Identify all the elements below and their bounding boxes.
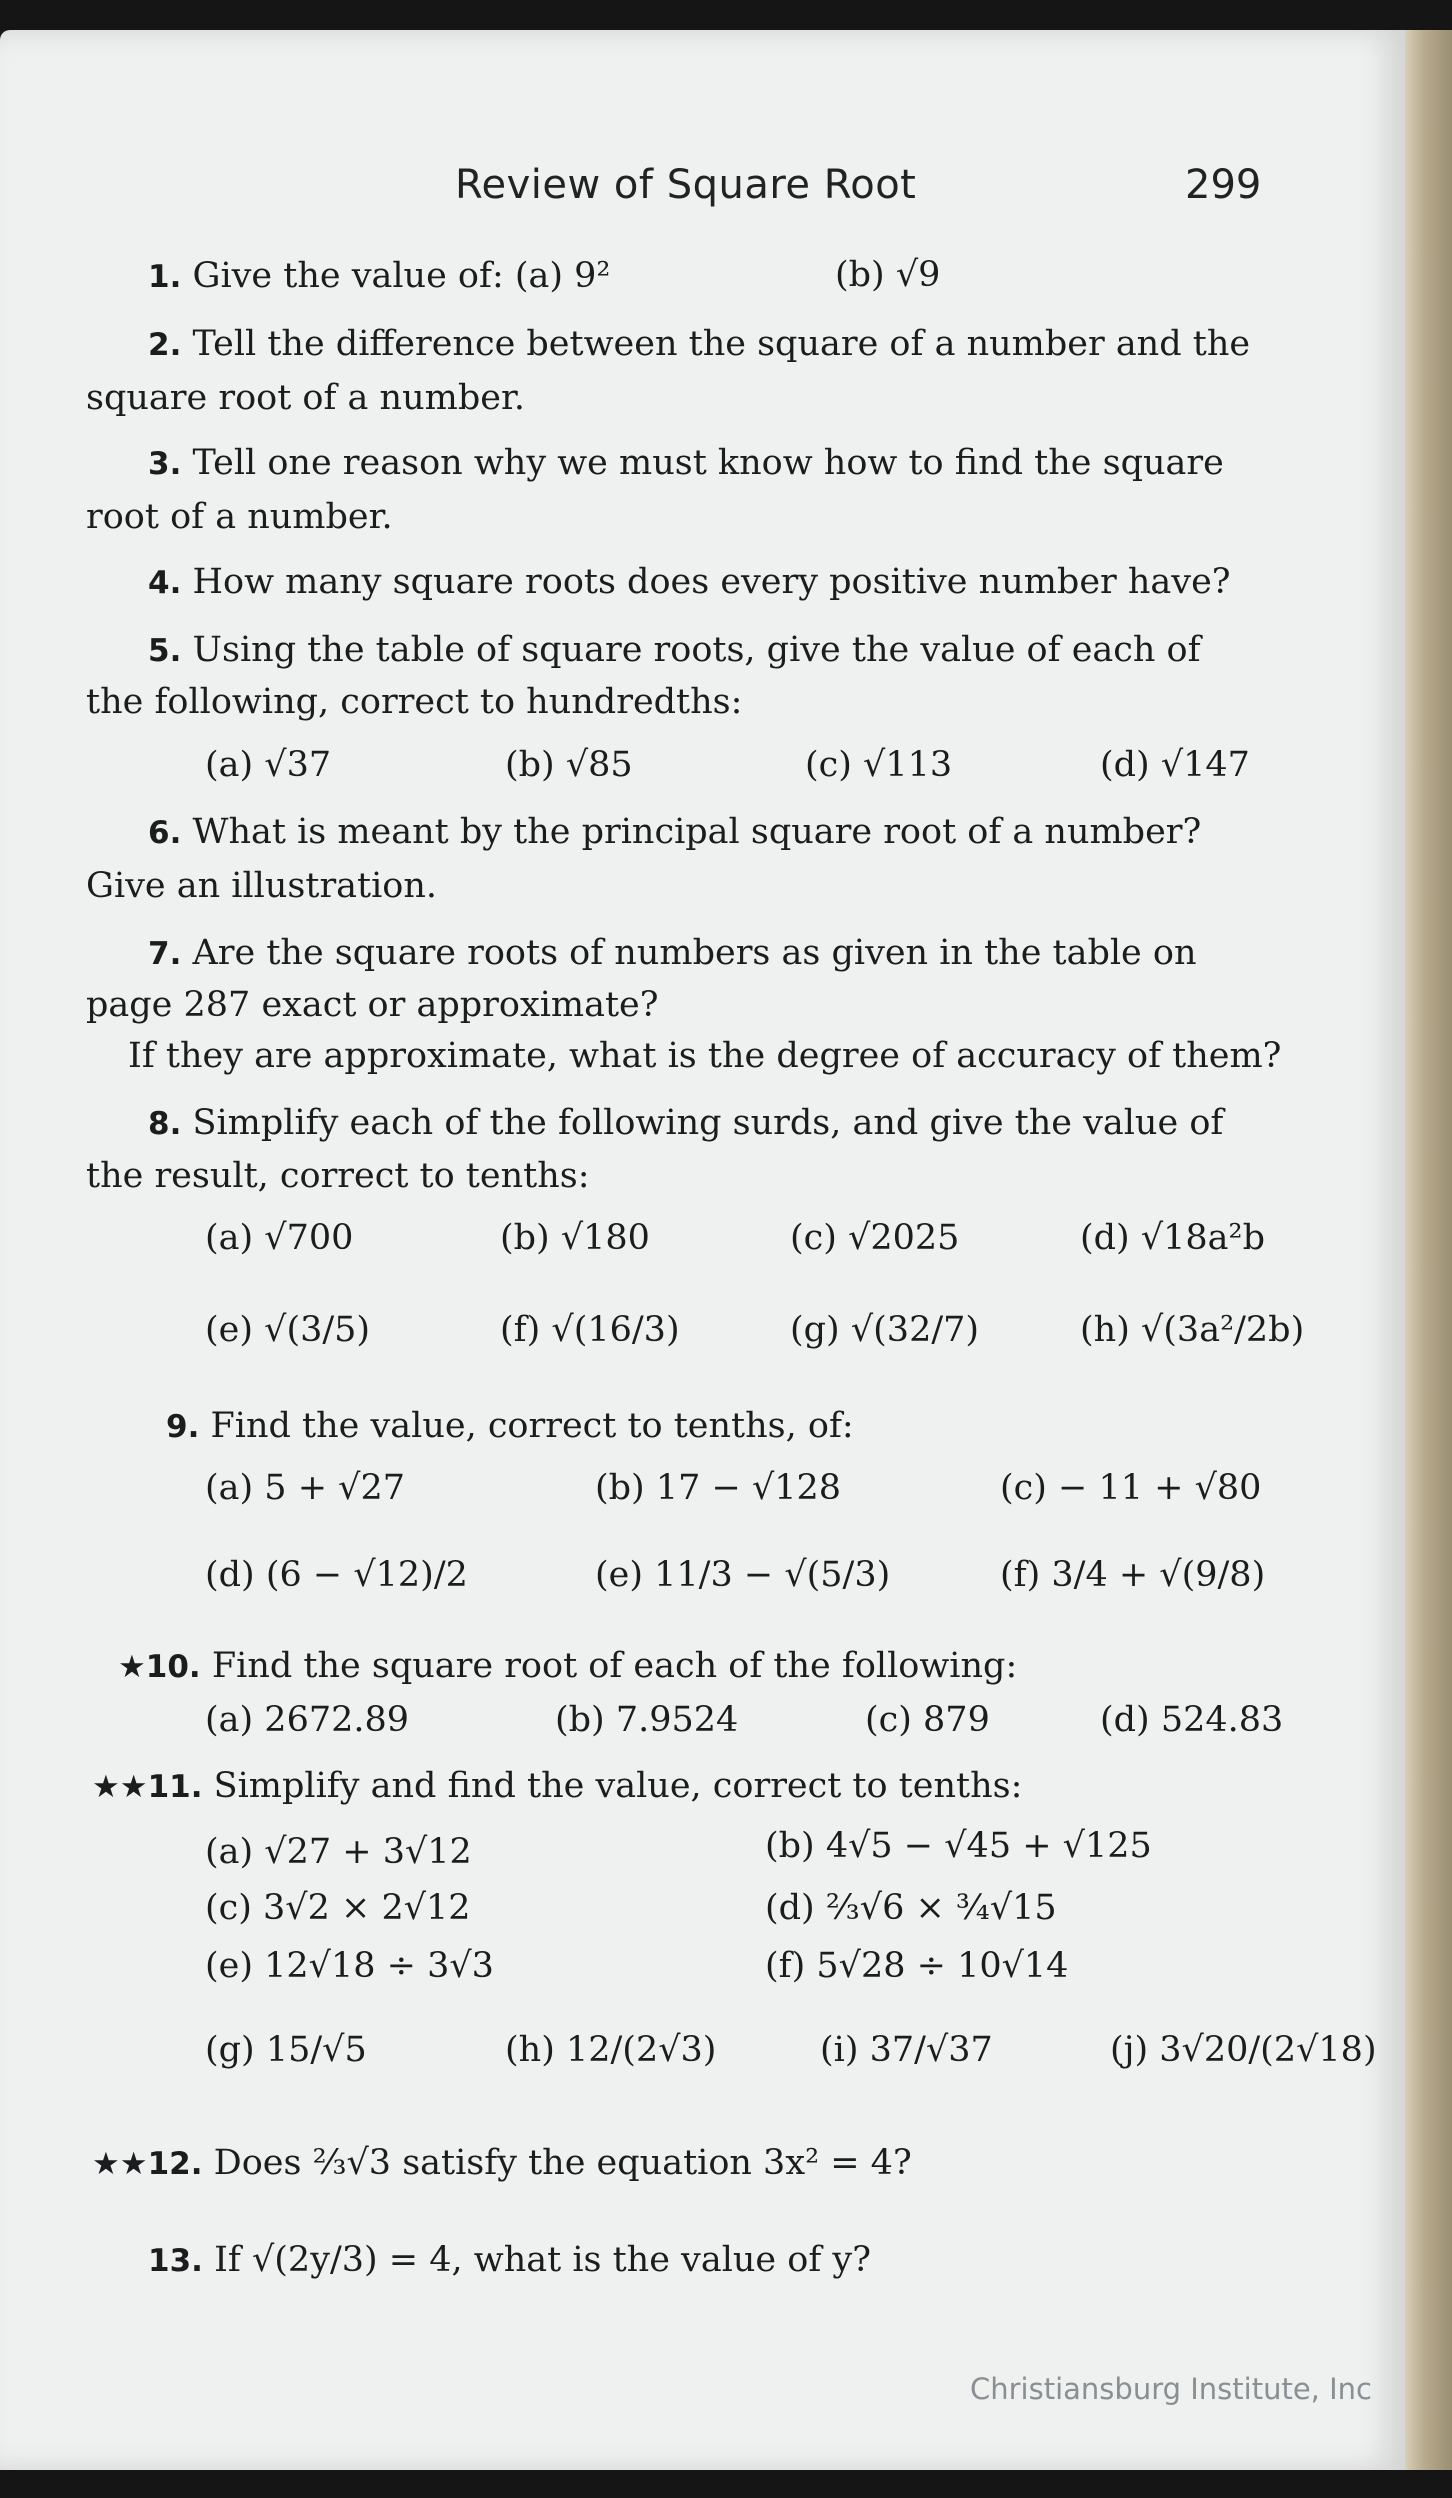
q8-option-e: (e) √(3/5) [205,1310,371,1350]
q5-option-a: (a) √37 [205,745,332,785]
q11-option-i: (i) 37/√37 [820,2030,993,2070]
q8-option-g: (g) √(32/7) [790,1310,980,1350]
question-5-cont: the following, correct to hundredths: [86,682,743,722]
question-number: ★★11. [92,1769,203,1805]
page-edge [1405,30,1452,2470]
question-text: Find the value, correct to tenths, of: [210,1406,854,1446]
question-text: If √(2y/3) = 4, what is the value of y? [214,2240,871,2280]
question-text: Give the value of: (a) 9² [192,256,611,296]
question-9 [166,1400,854,1453]
question-number: 9. [166,1409,200,1445]
question-number: 5. [148,633,182,669]
question-number: 6. [148,815,182,851]
question-text: Are the square roots of numbers as given in the table on [192,933,1197,973]
question-text: Using the table of square roots, give the value of each of [192,630,1201,670]
question-text: Simplify each of the following surds, and give the value of [192,1103,1224,1143]
q8-option-c: (c) √2025 [790,1218,960,1258]
question-6-cont: Give an illustration. [86,866,438,906]
question-4 [148,556,1231,609]
q11-option-j: (j) 3√20/(2√18) [1110,2030,1377,2070]
q11-option-a: (a) √27 + 3√12 [205,1832,472,1872]
q5-option-b: (b) √85 [505,745,633,785]
question-text: Find the square root of each of the following: [211,1646,1018,1686]
q10-option-b: (b) 7.9524 [555,1700,739,1740]
q9-option-c: (c) − 11 + √80 [1000,1468,1262,1508]
q5-option-d: (d) √147 [1100,745,1250,785]
q11-option-h: (h) 12/(2√3) [505,2030,717,2070]
q8-option-f: (f) √(16/3) [500,1310,680,1350]
watermark: Christiansburg Institute, Inc [970,2372,1372,2406]
question-2-cont: square root of a number. [86,378,525,418]
page-title: Review of Square Root [455,162,917,208]
q11-option-f: (f) 5√28 ÷ 10√14 [765,1946,1069,1986]
q9-option-b: (b) 17 − √128 [595,1468,842,1508]
question-number: ★10. [118,1649,201,1685]
question-text: Tell one reason why we must know how to find the square [192,443,1224,483]
question-6 [148,806,1201,859]
q8-option-b: (b) √180 [500,1218,650,1258]
question-7-cont: page 287 exact or approximate? [86,985,659,1025]
question-text: Tell the difference between the square of a number and the [192,324,1251,364]
q10-option-a: (a) 2672.89 [205,1700,410,1740]
question-number: 2. [148,327,182,363]
question-12 [92,2137,912,2190]
question-11 [92,1760,1022,1813]
question-text: What is meant by the principal square root of a number? [192,812,1202,852]
q9-option-e: (e) 11/3 − √(5/3) [595,1555,891,1595]
question-number: 8. [148,1106,182,1142]
question-number: 3. [148,446,182,482]
q11-option-c: (c) 3√2 × 2√12 [205,1888,471,1928]
question-number: 7. [148,936,182,972]
question-text: Does ⅔√3 satisfy the equation 3x² = 4? [213,2143,912,2183]
q9-option-d: (d) (6 − √12)/2 [205,1555,468,1595]
q9-option-a: (a) 5 + √27 [205,1468,405,1508]
q10-option-c: (c) 879 [865,1700,990,1740]
question-2 [148,318,1250,371]
question-10 [118,1640,1017,1693]
question-8 [148,1097,1223,1150]
question-text: How many square roots does every positive number have? [192,562,1231,602]
q11-option-b: (b) 4√5 − √45 + √125 [765,1826,1152,1866]
question-number: 4. [148,565,182,601]
q11-option-g: (g) 15/√5 [205,2030,367,2070]
question-7-cont2: If they are approximate, what is the degree of accuracy of them? [128,1036,1282,1076]
q11-option-d: (d) ⅔√6 × ¾√15 [765,1888,1057,1928]
q8-option-h: (h) √(3a²/2b) [1080,1310,1305,1350]
q9-option-f: (f) 3/4 + √(9/8) [1000,1555,1266,1595]
q1-option-b: (b) √9 [835,255,941,295]
q8-option-d: (d) √18a²b [1080,1218,1265,1258]
question-1 [148,250,610,303]
q8-option-a: (a) √700 [205,1218,354,1258]
question-3 [148,437,1224,490]
page-number: 299 [1185,162,1262,208]
question-8-cont: the result, correct to tenths: [86,1156,590,1196]
scan-top-border [0,0,1452,30]
question-number: 1. [148,259,182,295]
question-text: Simplify and find the value, correct to tenths: [213,1766,1023,1806]
question-7 [148,927,1197,980]
q5-option-c: (c) √113 [805,745,953,785]
question-5 [148,624,1201,677]
question-3-cont: root of a number. [86,497,393,537]
question-number: ★★12. [92,2146,203,2182]
question-number: 13. [148,2243,203,2279]
scan-bottom-border [0,2470,1452,2498]
q11-option-e: (e) 12√18 ÷ 3√3 [205,1946,494,1986]
q10-option-d: (d) 524.83 [1100,1700,1284,1740]
question-13 [148,2234,871,2287]
